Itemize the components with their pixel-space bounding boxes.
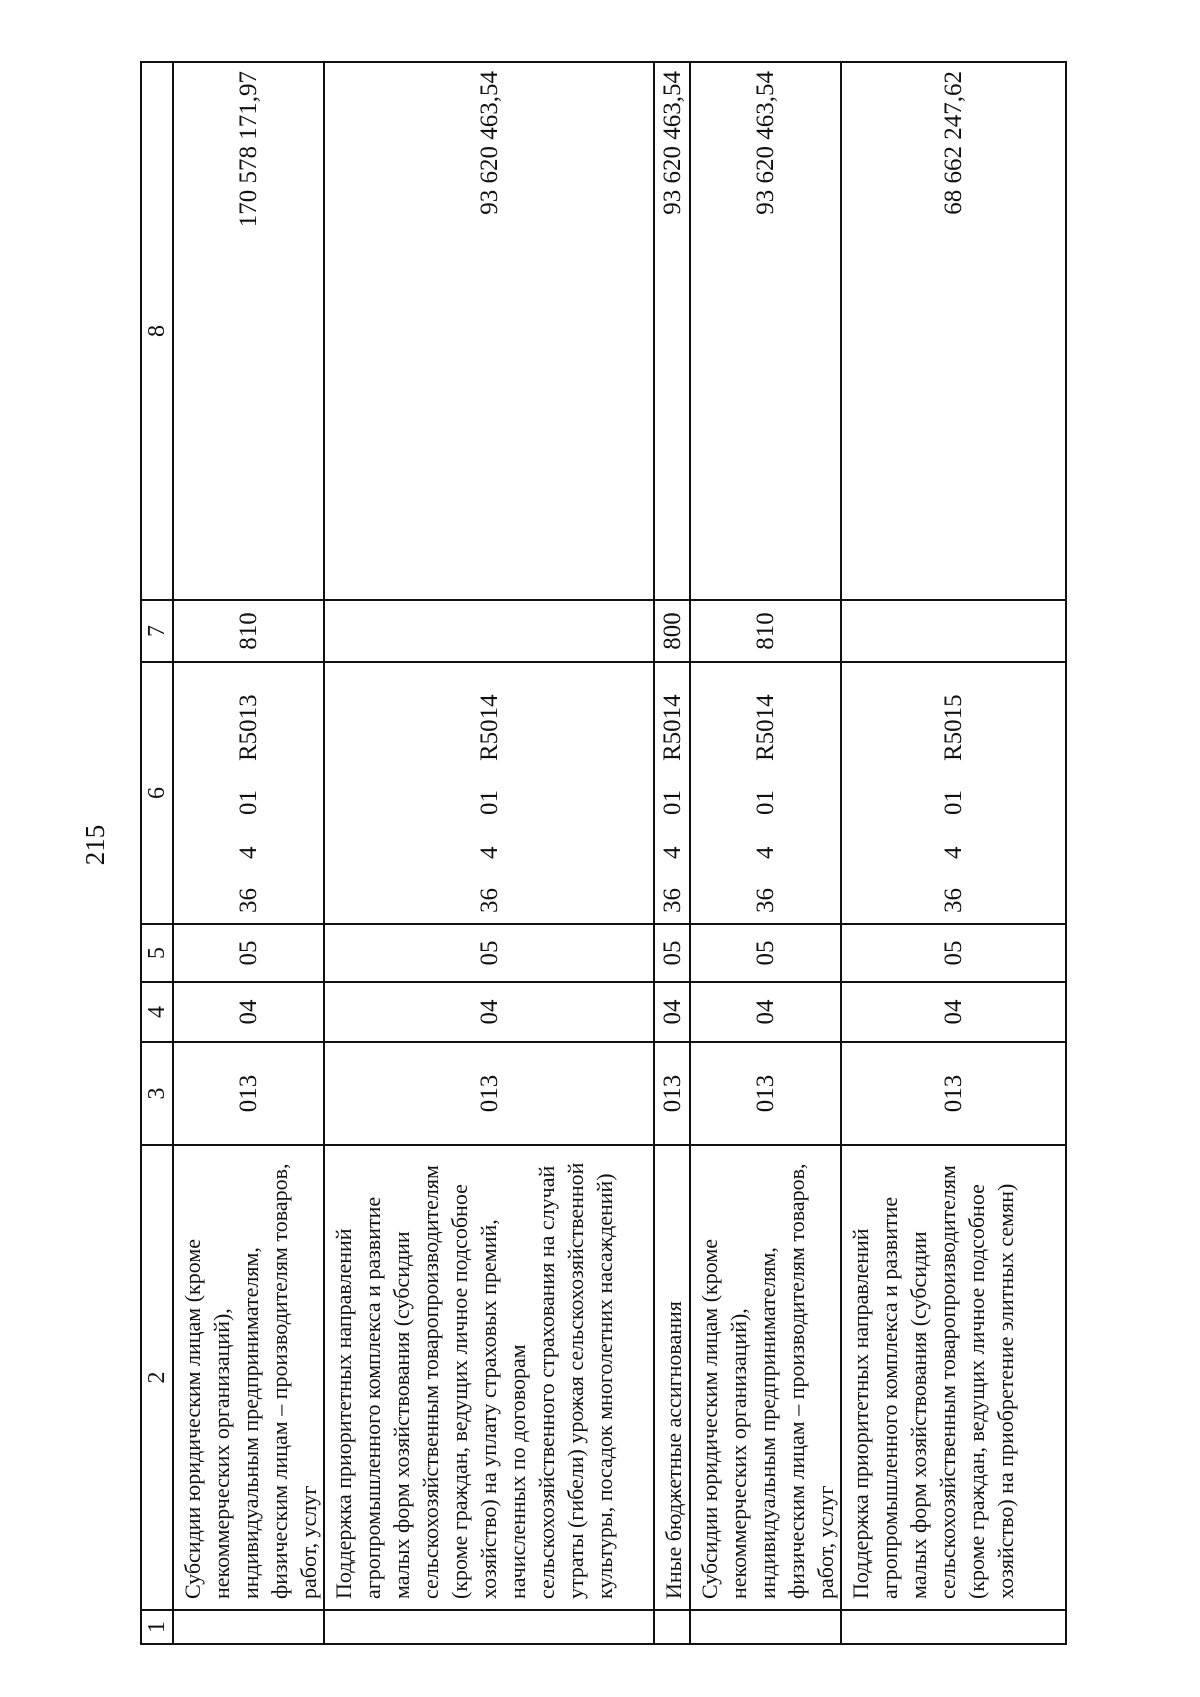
header-cell: 5 <box>141 924 173 982</box>
row-number-cell <box>690 1610 841 1644</box>
header-cell: 4 <box>141 982 173 1042</box>
description-cell: Субсидии юридическим лицам (кроме некоммерческих организаций), индивидуальным предпринимателям, физическим лицам – производителям товаров, работ, услуг <box>690 1145 841 1610</box>
direction-code: R5015 <box>940 694 967 761</box>
description-cell: Поддержка приоритетных направлений агропромышленного комплекса и развитие малых форм хозяйствования (субсидии сельскохозяйственным товаропроизводителям (кроме граждан, ведущих личное подсобное хозяйство) на уплату страховых премий, начисленных по договорам сельскохозяйственного страхования на случай утраты (гибели) урожая сельскохозяйственной культуры, посадок многолетних насаждений) <box>324 1145 654 1610</box>
section-cell: 04 <box>841 982 1066 1042</box>
description-cell: Иные бюджетные ассигнования <box>654 1145 690 1610</box>
event-code: 01 <box>475 790 503 815</box>
program-code: 36 <box>752 888 779 913</box>
section-cell: 04 <box>690 982 841 1042</box>
event-code: 01 <box>658 790 686 815</box>
subprogram-code: 4 <box>235 846 262 859</box>
page-number: 215 <box>80 824 110 866</box>
table-row <box>841 62 1066 1644</box>
header-cell: 6 <box>141 662 173 924</box>
expense-type-cell <box>841 600 1066 662</box>
direction-code: R5013 <box>235 694 262 761</box>
event-code: 01 <box>752 790 779 815</box>
description-cell: Поддержка приоритетных направлений агропромышленного комплекса и развитие малых форм хозяйствования (субсидии сельскохозяйственным товаропроизводителям (кроме граждан, ведущих личное подсобное хозяйство) на приобретение элитных семян) <box>841 1145 1066 1610</box>
table-row <box>690 62 841 1644</box>
row-number-cell <box>654 1610 690 1644</box>
table-header-row <box>141 62 173 1644</box>
direction-code: R5014 <box>475 694 503 761</box>
amount-cell: 170 578 171,97 <box>173 62 324 600</box>
row-number-cell <box>324 1610 654 1644</box>
target-article-cell <box>654 662 690 924</box>
subsection-cell: 05 <box>841 924 1066 982</box>
amount-cell: 93 620 463,54 <box>654 62 690 600</box>
subsection-cell: 05 <box>324 924 654 982</box>
expense-type-cell: 810 <box>173 600 324 662</box>
ministry-code-cell: 013 <box>173 1042 324 1145</box>
ministry-code-cell: 013 <box>690 1042 841 1145</box>
amount-cell: 93 620 463,54 <box>690 62 841 600</box>
section-cell: 04 <box>173 982 324 1042</box>
program-code: 36 <box>940 888 967 913</box>
program-code: 36 <box>658 888 686 913</box>
ministry-code-cell: 013 <box>841 1042 1066 1145</box>
target-article-cell <box>690 662 841 924</box>
header-cell: 1 <box>141 1610 173 1644</box>
row-number-cell <box>841 1610 1066 1644</box>
section-cell: 04 <box>654 982 690 1042</box>
target-article-cell <box>173 662 324 924</box>
subsection-cell: 05 <box>654 924 690 982</box>
event-code: 01 <box>940 790 967 815</box>
subprogram-code: 4 <box>475 846 503 859</box>
section-cell: 04 <box>324 982 654 1042</box>
subsection-cell: 05 <box>173 924 324 982</box>
description-cell: Субсидии юридическим лицам (кроме некоммерческих организаций), индивидуальным предпринимателям, физическим лицам – производителям товаров, работ, услуг <box>173 1145 324 1610</box>
header-cell: 8 <box>141 62 173 600</box>
table-row <box>654 62 690 1644</box>
ministry-code-cell: 013 <box>654 1042 690 1145</box>
target-article-cell <box>324 662 654 924</box>
expense-type-cell: 800 <box>654 600 690 662</box>
table-row <box>324 62 654 1644</box>
subsection-cell: 05 <box>690 924 841 982</box>
amount-cell: 68 662 247,62 <box>841 62 1066 600</box>
direction-code: R5014 <box>658 694 686 761</box>
header-cell: 2 <box>141 1145 173 1610</box>
header-cell: 3 <box>141 1042 173 1145</box>
subprogram-code: 4 <box>940 846 967 859</box>
target-article-cell <box>841 662 1066 924</box>
direction-code: R5014 <box>752 694 779 761</box>
subprogram-code: 4 <box>658 846 686 859</box>
header-cell: 7 <box>141 600 173 662</box>
row-number-cell <box>173 1610 324 1644</box>
ministry-code-cell: 013 <box>324 1042 654 1145</box>
subprogram-code: 4 <box>752 846 779 859</box>
event-code: 01 <box>235 790 262 815</box>
program-code: 36 <box>475 888 503 913</box>
expense-type-cell <box>324 600 654 662</box>
amount-cell: 93 620 463,54 <box>324 62 654 600</box>
program-code: 36 <box>235 888 262 913</box>
budget-table <box>140 61 1067 1645</box>
expense-type-cell: 810 <box>690 600 841 662</box>
table-row <box>173 62 324 1644</box>
